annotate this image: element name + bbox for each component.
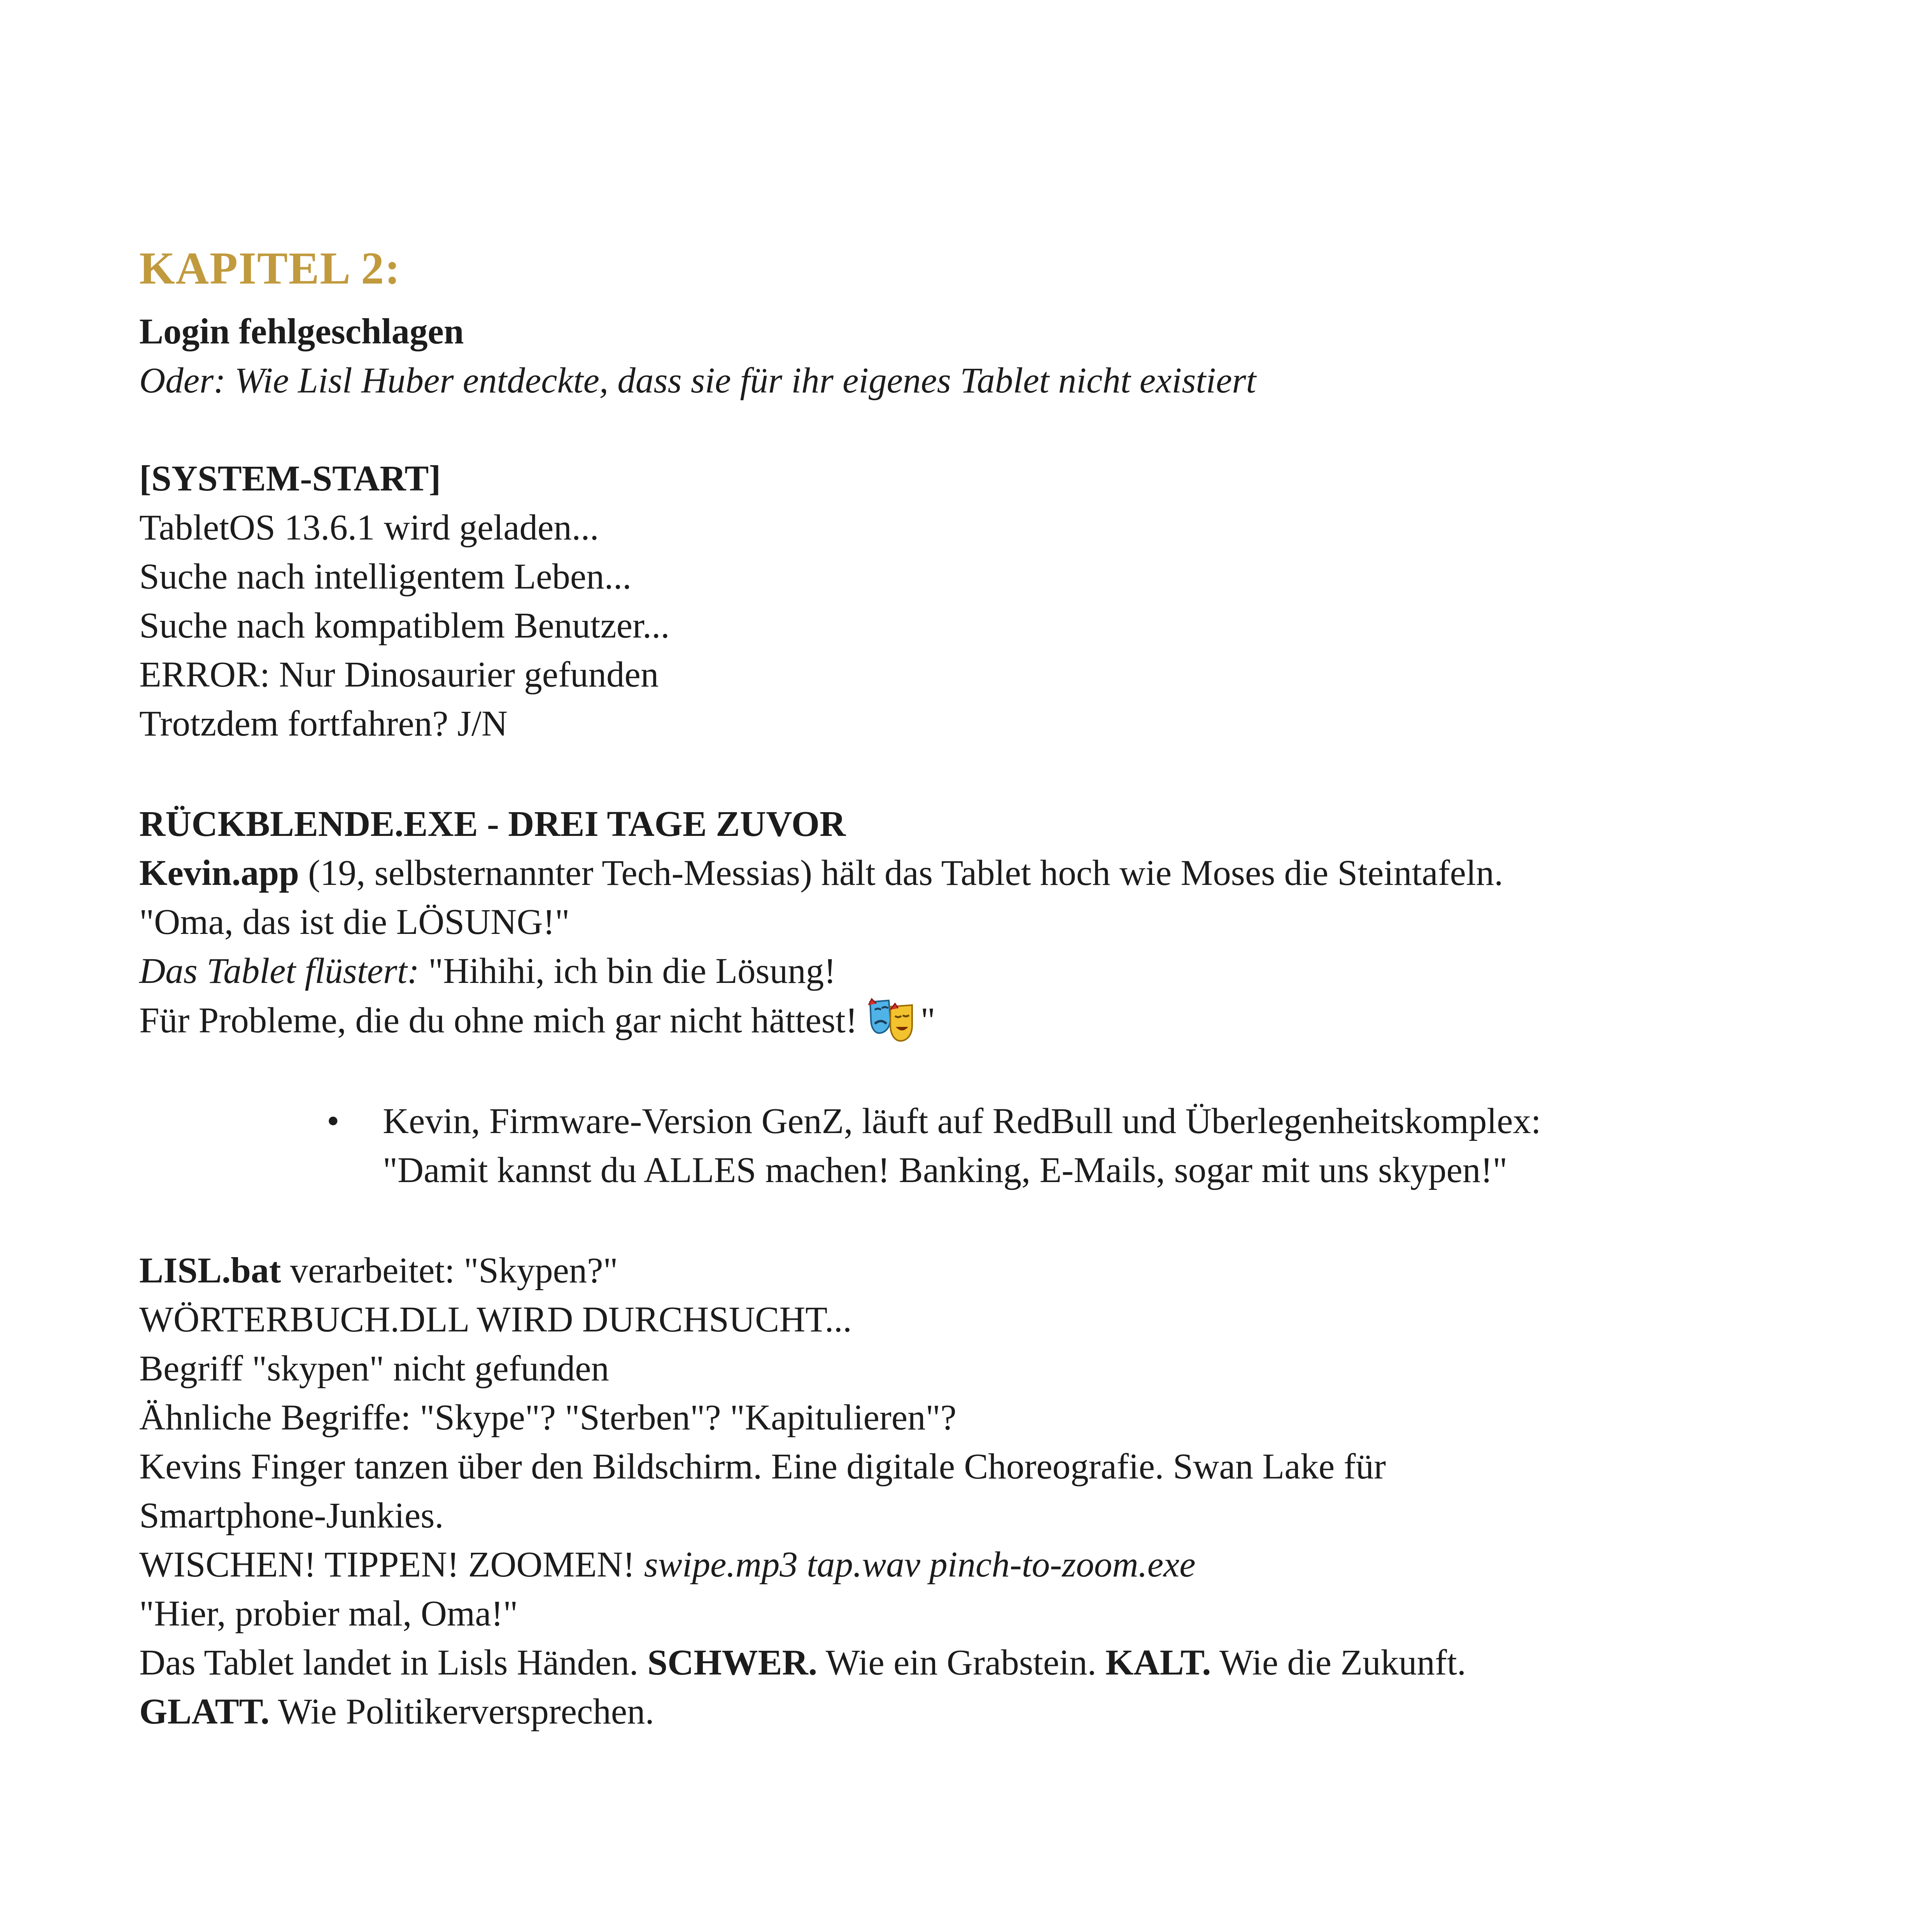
system-start-heading: [SYSTEM-START] (139, 459, 441, 499)
whisper-continuation (139, 996, 1812, 1046)
lisl-processing (139, 1246, 1812, 1295)
chapter-subtitle: Login fehlgeschlagen (139, 312, 464, 352)
final-text: Wie ein Grabstein. (817, 1643, 1105, 1683)
system-line: Suche nach intelligentem Leben... (139, 557, 632, 597)
swipe-plain: WISCHEN! TIPPEN! ZOOMEN! (139, 1545, 644, 1585)
final-bold: SCHWER. (647, 1643, 818, 1683)
whisper-label: Das Tablet flüstert: (139, 951, 419, 991)
system-line: Suche nach kompatiblem Benutzer... (139, 606, 670, 646)
bullet-dot-icon: • (327, 1101, 340, 1141)
system-line: ERROR: Nur Dinosaurier gefunden (139, 655, 659, 695)
theater-masks-icon (867, 996, 917, 1046)
chapter-tagline: Oder: Wie Lisl Huber entdeckte, dass sie für ihr eigenes Tablet nicht existiert (139, 361, 1256, 401)
spacer (139, 1046, 1812, 1097)
lisl-line: Begriff "skypen" nicht gefunden (139, 1349, 610, 1389)
flashback-heading: RÜCKBLENDE.EXE - DREI TAGE ZUVOR (139, 804, 846, 844)
final-text: Wie Politikerversprechen. (270, 1692, 654, 1732)
spacer (139, 1195, 1812, 1246)
spacer (139, 748, 1812, 800)
bullet-list-item (327, 1097, 1812, 1195)
kevin-intro (139, 849, 1812, 898)
whisper-line (139, 947, 1812, 996)
swipe-italic: swipe.mp3 tap.wav pinch-to-zoom.exe (644, 1545, 1196, 1585)
lisl-line: Ähnliche Begriffe: "Skype"? "Sterben"? "Kapitulieren"? (139, 1398, 956, 1438)
whisper-text: "Hihihi, ich bin die Lösung! (419, 951, 836, 991)
kevin-description: (19, selbsternannter Tech-Messias) hält das Tablet hoch wie Moses die Steintafeln. (299, 853, 1503, 893)
whisper-close-quote: " (920, 1000, 935, 1040)
lisl-line: Kevins Finger tanzen über den Bildschirm. Eine digitale Choreografie. Swan Lake für (139, 1447, 1386, 1487)
system-line: Trotzdem fortfahren? J/N (139, 704, 508, 744)
lisl-line: Smartphone-Junkies. (139, 1496, 444, 1536)
final-line (139, 1687, 1812, 1736)
quote-line: "Hier, probier mal, Oma!" (139, 1594, 518, 1634)
quote-line: "Oma, das ist die LÖSUNG!" (139, 902, 570, 942)
spacer (139, 405, 1812, 454)
chapter-content (139, 241, 1812, 1736)
lisl-processing-text: verarbeitet: "Skypen?" (281, 1251, 618, 1291)
swipe-line (139, 1540, 1812, 1589)
system-line: TabletOS 13.6.1 wird geladen... (139, 508, 599, 548)
bullet-line: Kevin, Firmware-Version GenZ, läuft auf RedBull und Überlegenheitskomplex: (383, 1101, 1541, 1141)
lisl-line: WÖRTERBUCH.DLL WIRD DURCHSUCHT... (139, 1300, 852, 1340)
final-bold: GLATT. (139, 1692, 270, 1732)
bullet-line: "Damit kannst du ALLES machen! Banking, E-Mails, sogar mit uns skypen!" (383, 1150, 1508, 1190)
kevin-name: Kevin.app (139, 853, 299, 893)
final-line (139, 1638, 1812, 1687)
lisl-name: LISL.bat (139, 1251, 281, 1291)
final-text: Wie die Zukunft. (1211, 1643, 1466, 1683)
final-text: Das Tablet landet in Lisls Händen. (139, 1643, 648, 1683)
chapter-title: KAPITEL 2: (139, 243, 401, 294)
final-bold: KALT. (1105, 1643, 1211, 1683)
whisper-cont-text: Für Probleme, die du ohne mich gar nicht hättest! (139, 1000, 858, 1040)
